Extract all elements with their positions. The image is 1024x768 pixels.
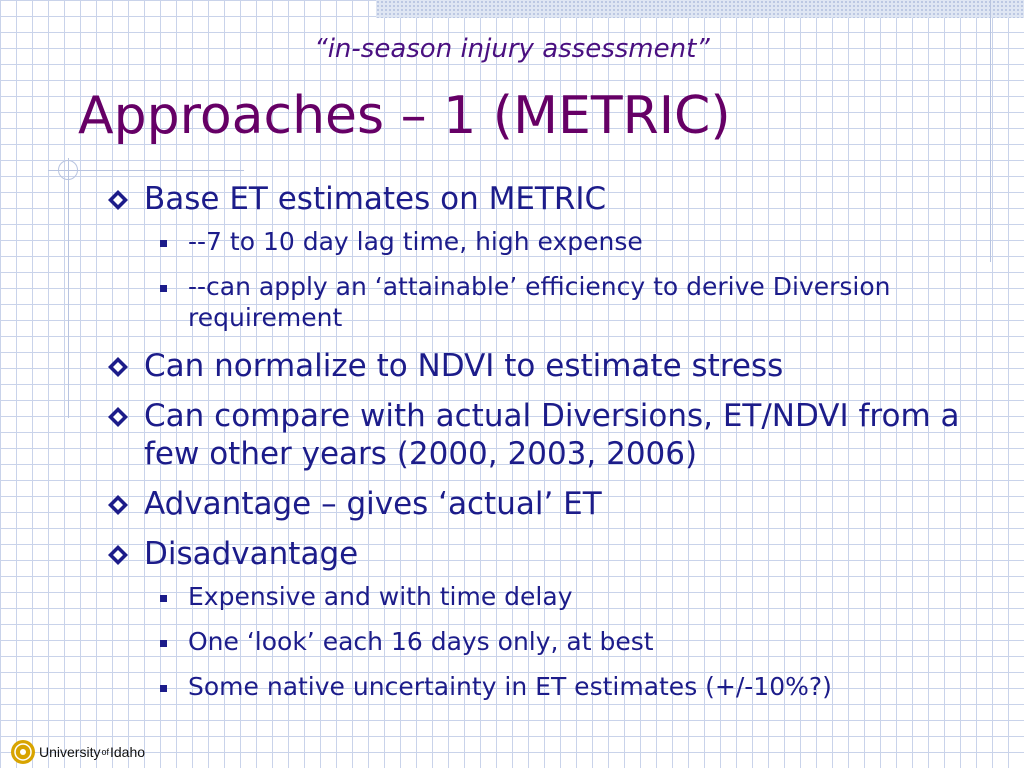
diamond-bullet-icon (108, 357, 128, 377)
sub-bullet-item (104, 271, 1004, 333)
logo-text-of: of (101, 747, 109, 757)
sub-bullet-text: --7 to 10 day lag time, high expense (188, 227, 643, 256)
diamond-bullet-icon (108, 495, 128, 515)
decorative-circle (58, 160, 78, 180)
slide-subtitle: “in-season injury assessment” (314, 34, 710, 64)
square-bullet-icon (160, 240, 167, 247)
sub-bullet-text: One ‘look’ each 16 days only, at best (188, 627, 654, 656)
slide-title: Approaches – 1 (METRIC) (78, 86, 731, 146)
sub-bullet-text: --can apply an ‘attainable’ efficiency to derive Diversion requirement (188, 272, 891, 332)
bullet-item (104, 397, 1004, 473)
square-bullet-icon (160, 640, 167, 647)
square-bullet-icon (160, 595, 167, 602)
sub-bullet-item (104, 226, 1004, 257)
logo-text-idaho: Idaho (109, 744, 146, 760)
bullet-text: Base ET estimates on METRIC (144, 181, 607, 217)
sub-bullet-text: Some native uncertainty in ET estimates (+/-10%?) (188, 672, 832, 701)
diamond-bullet-icon (108, 190, 128, 210)
bullet-item (104, 180, 1004, 218)
bullet-list (104, 180, 1004, 716)
bullet-item (104, 347, 1004, 385)
logo-text-university: University (39, 744, 101, 760)
sub-bullet-item (104, 671, 1004, 702)
bullet-item (104, 535, 1004, 573)
square-bullet-icon (160, 285, 167, 292)
sub-bullet-text: Expensive and with time delay (188, 582, 573, 611)
diamond-bullet-icon (108, 545, 128, 565)
bullet-text: Can compare with actual Diversions, ET/NDVI from a few other years (2000, 2003, 2006) (144, 398, 960, 472)
bullet-item (104, 485, 1004, 523)
square-bullet-icon (160, 685, 167, 692)
decorative-top-band (376, 0, 1024, 18)
bullet-text: Can normalize to NDVI to estimate stress (144, 348, 784, 384)
university-logo (10, 738, 145, 766)
sub-bullet-list (104, 581, 1004, 702)
diamond-bullet-icon (108, 407, 128, 427)
sub-bullet-item (104, 626, 1004, 657)
sub-bullet-item (104, 581, 1004, 612)
sub-bullet-list (104, 226, 1004, 333)
bullet-text: Advantage – gives ‘actual’ ET (144, 486, 602, 522)
university-seal-icon (10, 739, 36, 765)
bullet-text: Disadvantage (144, 536, 359, 572)
decorative-left-line (68, 158, 69, 418)
